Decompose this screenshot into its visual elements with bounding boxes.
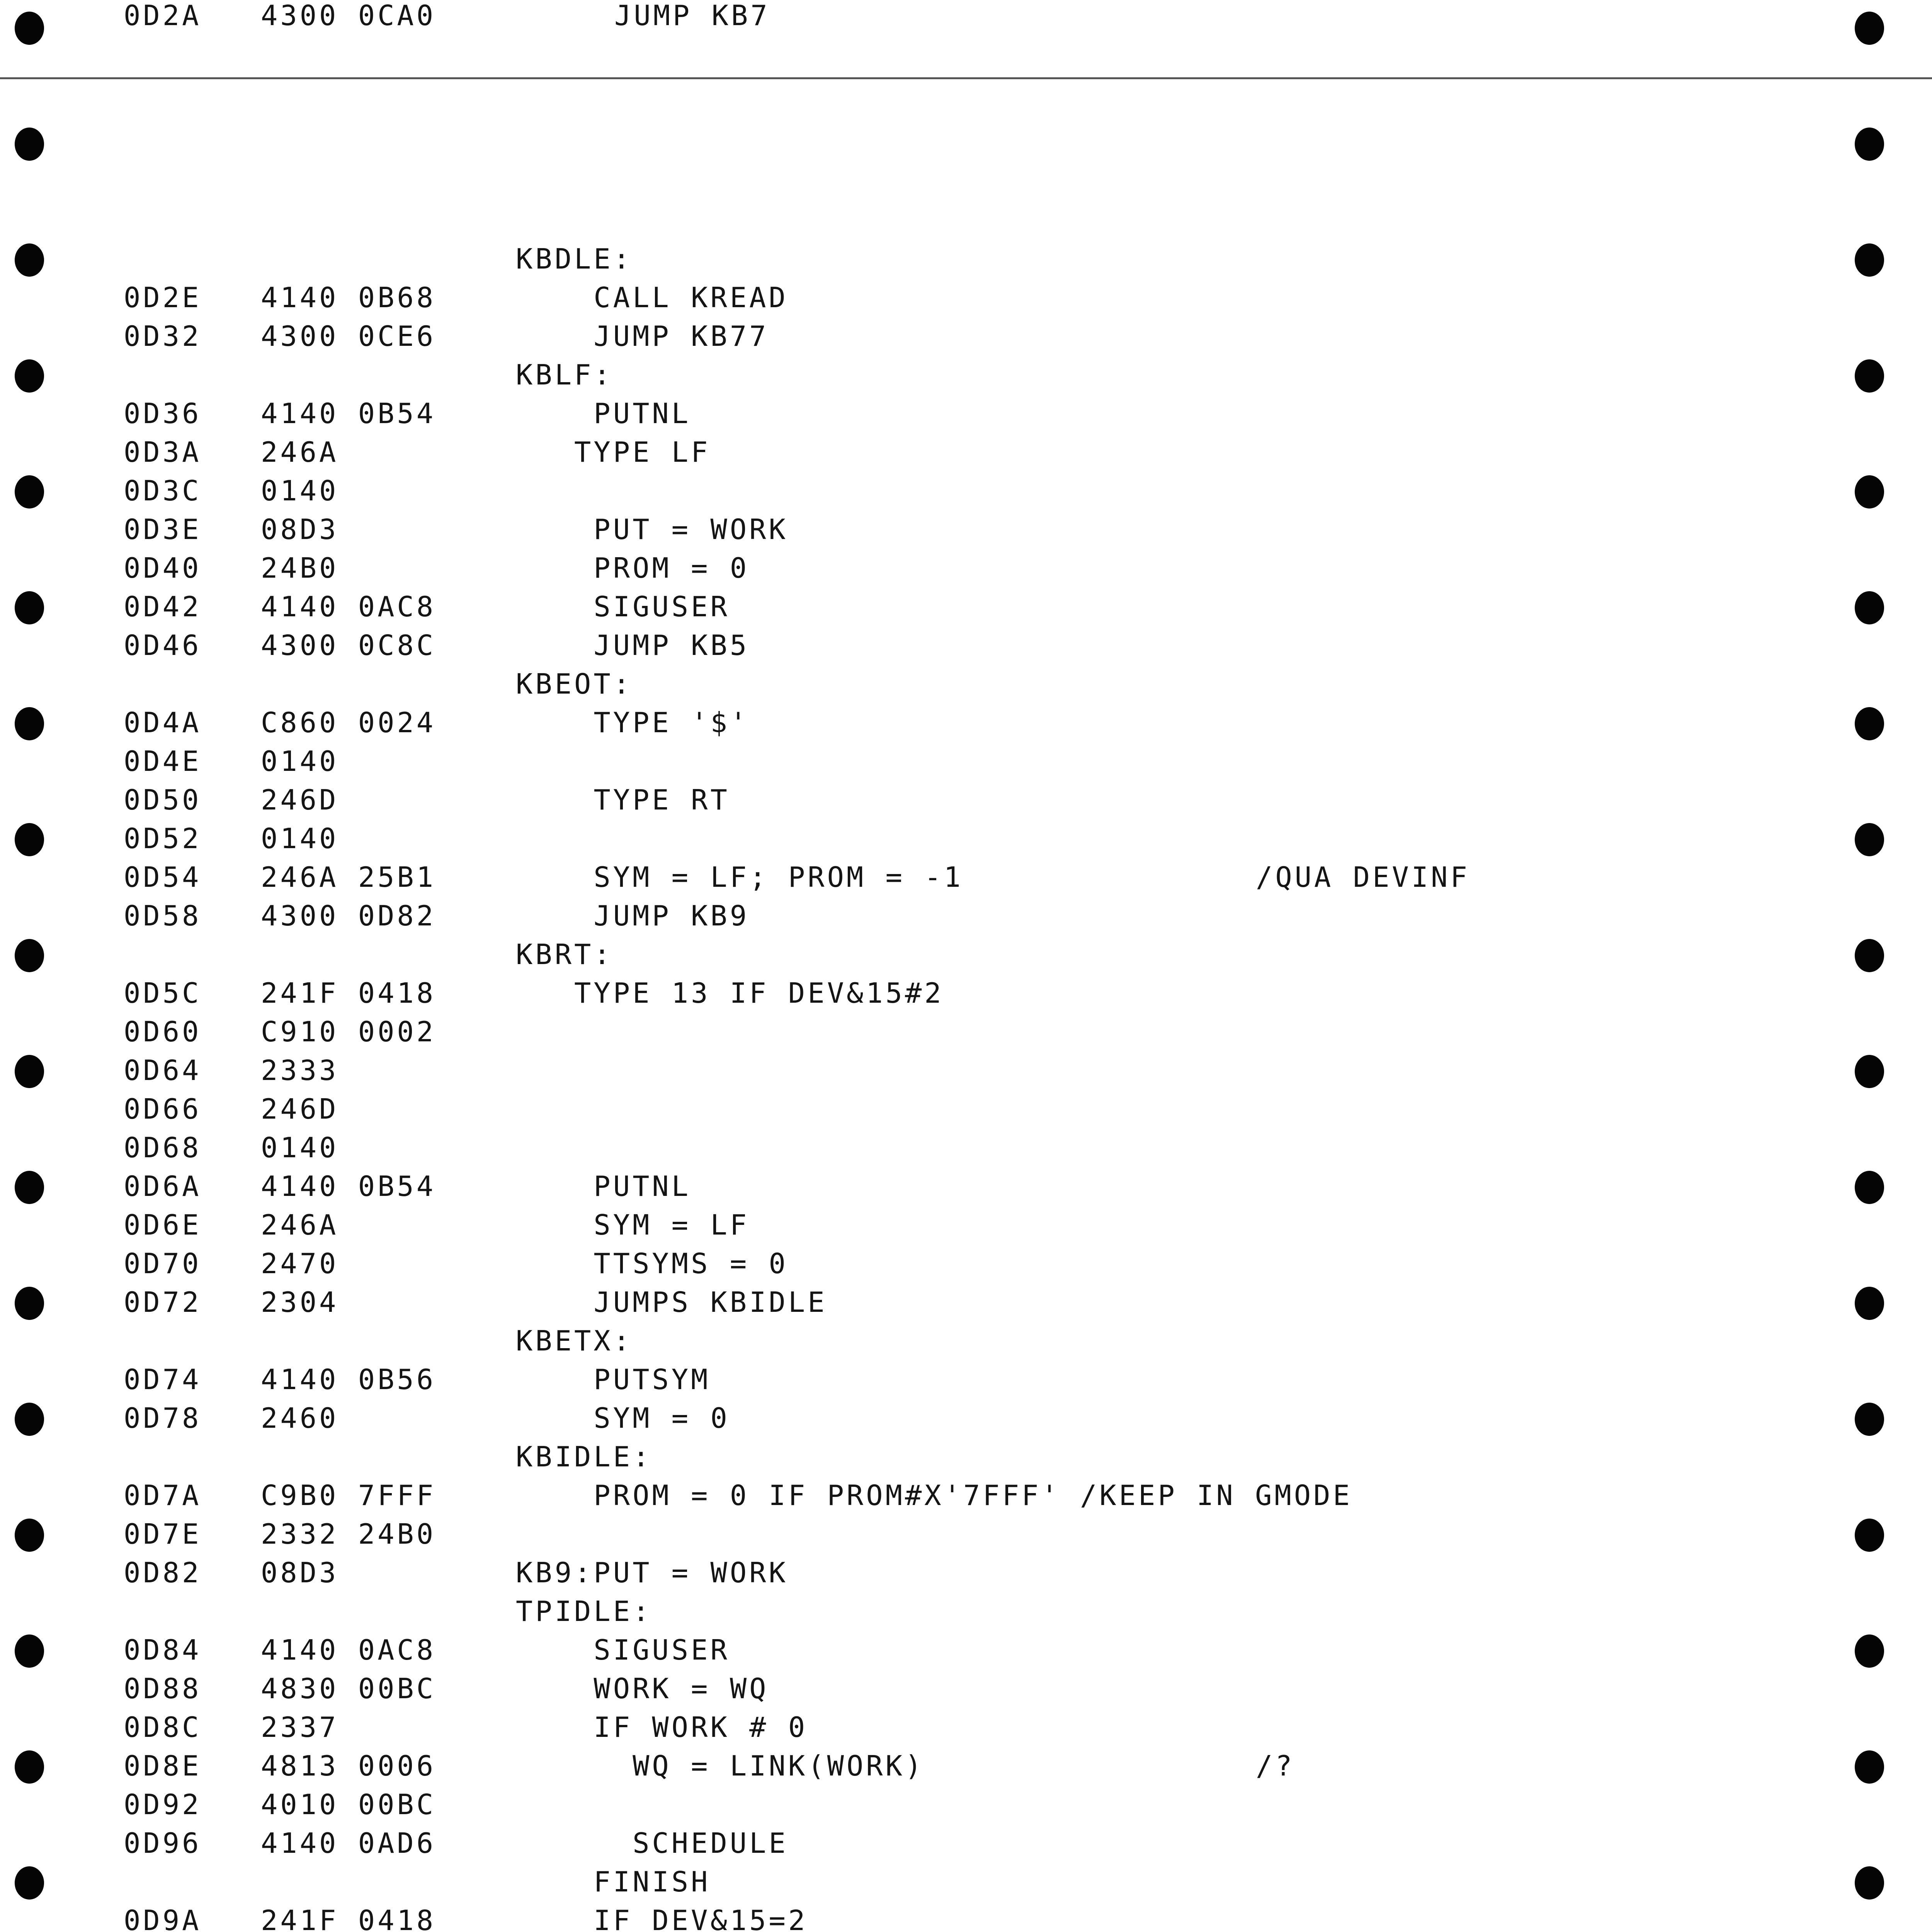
listing-object-code: 4140 0AD6: [261, 1827, 436, 1859]
feed-hole-icon: [15, 1519, 44, 1552]
listing-object-code: 4813 0006: [261, 1750, 436, 1782]
listing-address: 0D5C: [124, 977, 202, 1009]
listing-address: 0D52: [124, 822, 202, 855]
feed-hole-icon: [15, 707, 44, 740]
listing-source: WQ = LINK(WORK): [516, 1750, 925, 1782]
listing-source: FINISH: [516, 1866, 711, 1898]
feed-hole-icon: [1855, 823, 1884, 856]
listing-object-code: C910 0002: [261, 1015, 436, 1048]
listing-address: 0D68: [124, 1131, 202, 1164]
listing-object-code: 4300 0D82: [261, 900, 436, 932]
listing-address: 0D46: [124, 629, 202, 662]
listing-label: KBIDLE:: [516, 1440, 652, 1473]
listing-address: 0D8E: [124, 1750, 202, 1782]
feed-hole-icon: [15, 591, 44, 624]
listing-object-code: 4300 0C8C: [261, 629, 436, 662]
listing-object-code: 4140 0B56: [261, 1363, 436, 1396]
listing-address: 0D3A: [124, 436, 202, 468]
listing-address: 0D42: [124, 590, 202, 623]
listing-address: 0D40: [124, 552, 202, 584]
listing-address: 0D3E: [124, 513, 202, 546]
listing-label: KBRT:: [516, 938, 613, 971]
feed-hole-icon: [15, 1866, 44, 1900]
listing-object-code: 0140: [261, 474, 339, 507]
listing-address: 0D58: [124, 900, 202, 932]
listing-source: TYPE '$': [516, 706, 750, 739]
feed-hole-icon: [15, 1171, 44, 1204]
listing-source: SYM = 0: [516, 1402, 730, 1434]
listing-source: CALL KREAD: [516, 281, 788, 314]
listing-object-code: 246A: [261, 436, 339, 468]
listing-object-code: 246A 25B1: [261, 861, 436, 893]
feed-hole-icon: [15, 1750, 44, 1784]
feed-hole-icon: [1855, 359, 1884, 393]
feed-hole-icon: [1855, 1171, 1884, 1204]
top-fragment-address: 0D2A: [124, 0, 202, 32]
listing-address: 0D54: [124, 861, 202, 893]
listing-object-code: 24B0: [261, 552, 339, 584]
feed-hole-icon: [15, 823, 44, 856]
listing-source: JUMP KB9: [516, 900, 750, 932]
feed-hole-icon: [1855, 475, 1884, 509]
listing-source: JUMP KB5: [516, 629, 750, 662]
listing-address: 0D96: [124, 1827, 202, 1859]
listing-address: 0D50: [124, 784, 202, 816]
listing-source: SIGUSER: [516, 590, 730, 623]
listing-label: KBEOT:: [516, 668, 633, 700]
feed-hole-icon: [15, 243, 44, 277]
listing-source: SYM = LF; PROM = -1: [516, 861, 963, 893]
listing-object-code: 246D: [261, 1093, 339, 1125]
listing-address: 0D3C: [124, 474, 202, 507]
feed-hole-icon: [15, 128, 44, 161]
listing-object-code: 4140 0B54: [261, 397, 436, 430]
listing-address: 0D6E: [124, 1209, 202, 1241]
listing-object-code: 246A: [261, 1209, 339, 1241]
listing-address: 0D4E: [124, 745, 202, 777]
listing-object-code: 246D: [261, 784, 339, 816]
feed-hole-icon: [1855, 12, 1884, 45]
listing-object-code: 241F 0418: [261, 977, 436, 1009]
listing-address: 0D7A: [124, 1479, 202, 1512]
listing-object-code: 4830 00BC: [261, 1672, 436, 1705]
top-fragment-source: JUMP KB7: [614, 0, 770, 32]
feed-hole-icon: [15, 359, 44, 393]
listing-source: SIGUSER: [516, 1634, 730, 1666]
listing-object-code: C860 0024: [261, 706, 436, 739]
feed-hole-icon: [15, 1634, 44, 1668]
listing-address: 0D7E: [124, 1518, 202, 1550]
listing-object-code: 4140 0B54: [261, 1170, 436, 1202]
listing-object-code: 0140: [261, 1131, 339, 1164]
feed-hole-icon: [1855, 1866, 1884, 1900]
listing-address: 0D72: [124, 1286, 202, 1318]
listing-address: 0D84: [124, 1634, 202, 1666]
feed-hole-icon: [1855, 128, 1884, 161]
feed-hole-icon: [1855, 243, 1884, 277]
listing-source: PUTNL: [516, 1170, 691, 1202]
listing-object-code: C9B0 7FFF: [261, 1479, 436, 1512]
feed-hole-icon: [1855, 1519, 1884, 1552]
listing-object-code: 2333: [261, 1054, 339, 1087]
listing-source: PROM = 0: [516, 552, 750, 584]
listing-source: TTSYMS = 0: [516, 1247, 788, 1280]
listing-address: 0D74: [124, 1363, 202, 1396]
listing-address: 0D78: [124, 1402, 202, 1434]
listing-object-code: 08D3: [261, 1556, 339, 1589]
listing-object-code: 2460: [261, 1402, 339, 1434]
feed-hole-icon: [15, 12, 44, 45]
listing-source: TYPE LF: [516, 436, 711, 468]
feed-hole-icon: [1855, 1750, 1884, 1784]
feed-hole-icon: [15, 475, 44, 509]
listing-source: TYPE RT: [516, 784, 730, 816]
listing-address: 0D88: [124, 1672, 202, 1705]
feed-hole-icon: [15, 1403, 44, 1436]
feed-hole-icon: [1855, 1403, 1884, 1436]
listing-object-code: 4140 0AC8: [261, 590, 436, 623]
listing-source: JUMPS KBIDLE: [516, 1286, 827, 1318]
listing-address: 0D8C: [124, 1711, 202, 1743]
listing-comment: /QUA DEVINF: [1256, 861, 1470, 893]
top-fragment-code: 4300 0CA0: [261, 0, 436, 32]
listing-object-code: 0140: [261, 822, 339, 855]
listing-object-code: 4140 0B68: [261, 281, 436, 314]
listing-object-code: 0140: [261, 745, 339, 777]
listing-label: KBDLE:: [516, 243, 633, 275]
page-tear-line: [0, 77, 1932, 79]
listing-object-code: 2304: [261, 1286, 339, 1318]
listing-label: KBETX:: [516, 1325, 633, 1357]
feed-hole-icon: [15, 1055, 44, 1088]
feed-hole-icon: [1855, 1634, 1884, 1668]
listing-source: WORK = WQ: [516, 1672, 769, 1705]
listing-address: 0D4A: [124, 706, 202, 739]
listing-source: PUTNL: [516, 397, 691, 430]
listing-object-code: 241F 0418: [261, 1904, 436, 1932]
listing-address: 0D92: [124, 1788, 202, 1821]
listing-address: 0D60: [124, 1015, 202, 1048]
listing-source: PUTSYM: [516, 1363, 711, 1396]
listing-object-code: 4300 0CE6: [261, 320, 436, 352]
feed-hole-icon: [1855, 707, 1884, 740]
listing-comment: /?: [1256, 1750, 1295, 1782]
feed-hole-icon: [15, 939, 44, 972]
listing-object-code: 2332 24B0: [261, 1518, 436, 1550]
listing-object-code: 2337: [261, 1711, 339, 1743]
listing-address: 0D64: [124, 1054, 202, 1087]
listing-source: JUMP KB77: [516, 320, 769, 352]
listing-label: TPIDLE:: [516, 1595, 652, 1628]
listing-address: 0D2E: [124, 281, 202, 314]
listing-address: 0D66: [124, 1093, 202, 1125]
listing-label: KBLF:: [516, 359, 613, 391]
listing-source: SYM = LF: [516, 1209, 750, 1241]
feed-hole-icon: [1855, 591, 1884, 624]
listing-object-code: 4140 0AC8: [261, 1634, 436, 1666]
listing-address: 0D9A: [124, 1904, 202, 1932]
listing-object-code: 2470: [261, 1247, 339, 1280]
listing-source: PROM = 0 IF PROM#X'7FFF' /KEEP IN GMODE: [516, 1479, 1352, 1512]
listing-source: PUT = WORK: [516, 513, 788, 546]
listing-source: IF WORK # 0: [516, 1711, 808, 1743]
listing-source: TYPE 13 IF DEV&15#2: [516, 977, 944, 1009]
listing-address: 0D70: [124, 1247, 202, 1280]
listing-object-code: 4010 00BC: [261, 1788, 436, 1821]
listing-object-code: 08D3: [261, 513, 339, 546]
listing-address: 0D82: [124, 1556, 202, 1589]
listing-source: KB9:PUT = WORK: [516, 1556, 788, 1589]
feed-hole-icon: [1855, 939, 1884, 972]
listing-address: 0D36: [124, 397, 202, 430]
feed-hole-icon: [1855, 1287, 1884, 1320]
listing-source: SCHEDULE: [516, 1827, 788, 1859]
feed-hole-icon: [15, 1287, 44, 1320]
feed-hole-icon: [1855, 1055, 1884, 1088]
listing-address: 0D32: [124, 320, 202, 352]
listing-address: 0D6A: [124, 1170, 202, 1202]
listing-source: IF DEV&15=2: [516, 1904, 808, 1932]
